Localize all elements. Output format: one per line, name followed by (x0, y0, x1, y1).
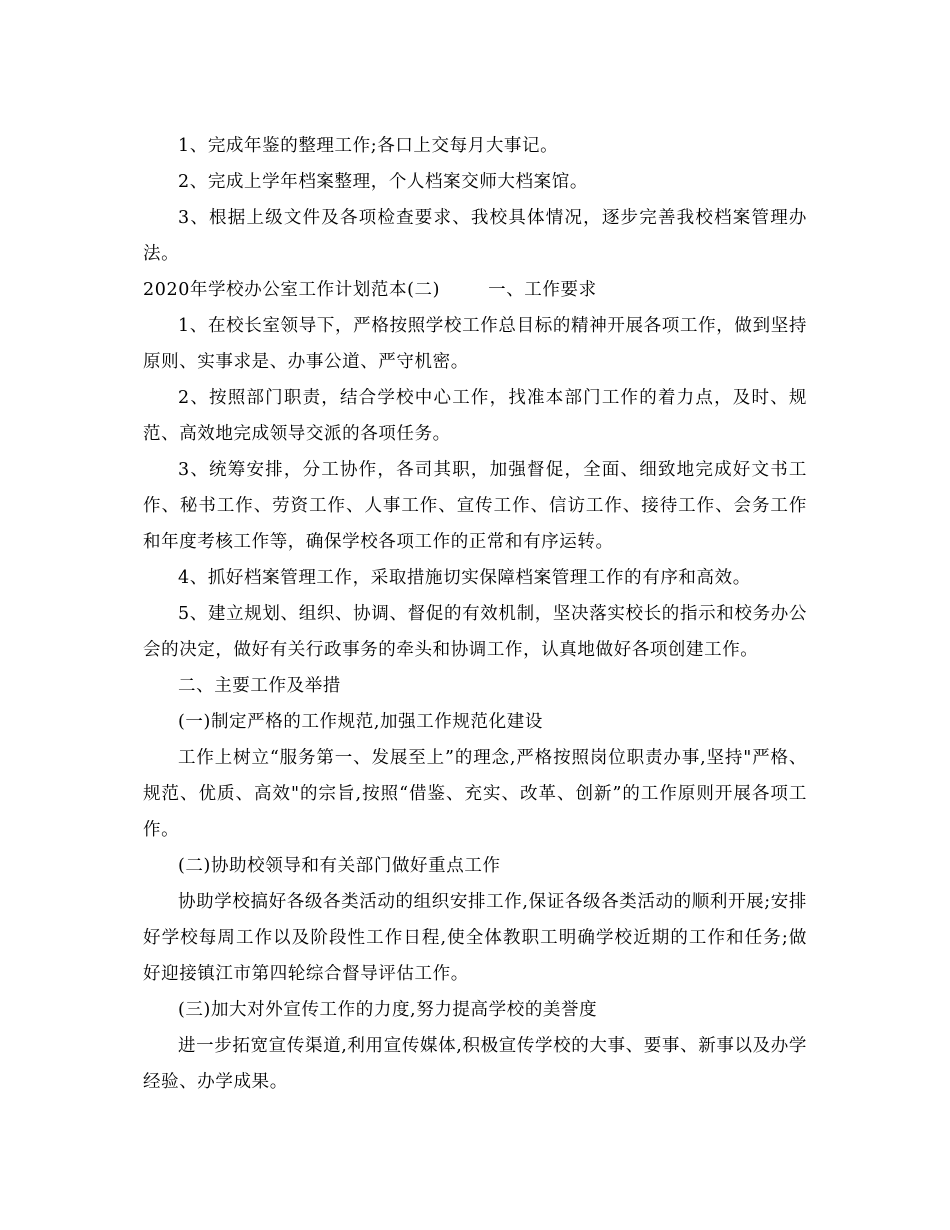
item-3-heading: (三)加大对外宣传工作的力度,努力提高学校的美誉度 (178, 1000, 598, 1020)
paragraph-3: 3、根据上级文件及各项检查要求、我校具体情况，逐步完善我校档案管理办法。 (143, 208, 807, 264)
requirement-1: 1、在校长室领导下，严格按照学校工作总目标的精神开展各项工作，做到坚持原则、实事求是、办事公道、严守机密。 (143, 316, 807, 372)
item-1-body: 工作上树立“服务第一、发展至上”的理念,严格按照岗位职责办事,坚持"严格、规范、优质、高效"的宗旨,按照“借鉴、充实、改革、创新”的工作原则开展各项工作。 (143, 748, 807, 840)
requirement-4: 4、抓好档案管理工作，采取措施切实保障档案管理工作的有序和高效。 (178, 568, 751, 588)
requirement-2: 2、按照部门职责，结合学校中心工作，找准本部门工作的着力点，及时、规范、高效地完成领导交派的各项任务。 (143, 388, 807, 444)
item-3-body: 进一步拓宽宣传渠道,利用宣传媒体,积极宣传学校的大事、要事、新事以及办学经验、办学成果。 (143, 1036, 807, 1092)
section2-title: 二、主要工作及举措 (178, 676, 341, 696)
item-2-body: 协助学校搞好各级各类活动的组织安排工作,保证各级各类活动的顺利开展;安排好学校每周工作以及阶段性工作日程,使全体教职工明确学校近期的工作和任务;做好迎接镇江市第四轮综合督导评估工作。 (143, 892, 807, 984)
paragraph-2: 2、完成上学年档案整理，个人档案交师大档案馆。 (178, 172, 588, 192)
item-2-heading: (二)协助校领导和有关部门做好重点工作 (178, 856, 501, 876)
document-body (143, 128, 807, 1100)
paragraph-1: 1、完成年鉴的整理工作;各口上交每月大事记。 (178, 136, 559, 156)
section-title: 2020年学校办公室工作计划范本(二) (143, 280, 441, 300)
section-heading-line (143, 272, 807, 308)
requirement-3: 3、统筹安排，分工协作，各司其职，加强督促，全面、细致地完成好文书工作、秘书工作、劳资工作、人事工作、宣传工作、信访工作、接待工作、会务工作和年度考核工作等，确保学校各项工作的正常和有序运转。 (143, 460, 807, 552)
requirement-5: 5、建立规划、组织、协调、督促的有效机制，坚决落实校长的指示和校务办公会的决定，做好有关行政事务的牵头和协调工作，认真地做好各项创建工作。 (143, 604, 807, 660)
section-subtitle: 一、工作要求 (488, 280, 597, 300)
item-1-heading: (一)制定严格的工作规范,加强工作规范化建设 (178, 712, 543, 732)
